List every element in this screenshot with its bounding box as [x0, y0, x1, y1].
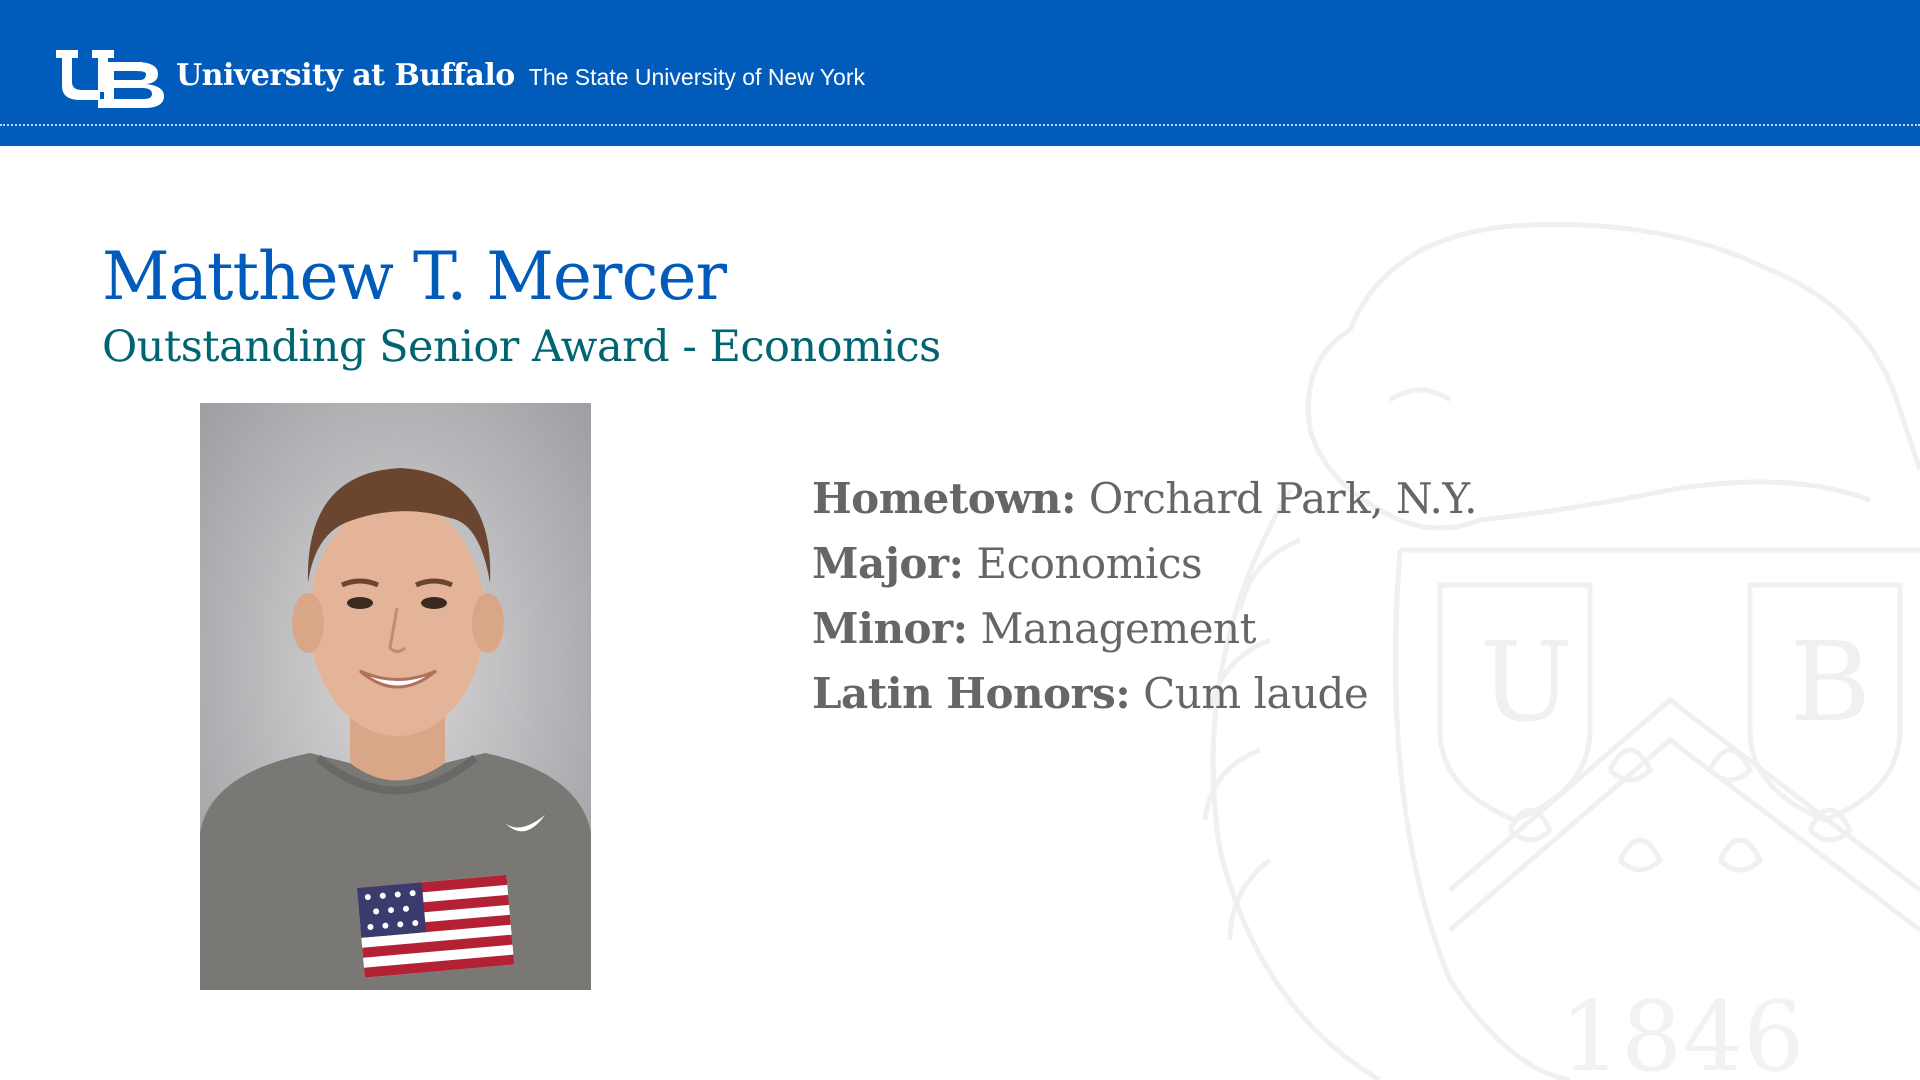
brand-wordmark: [176, 58, 865, 98]
honoree-name: Matthew T. Mercer: [102, 238, 727, 315]
honoree-details: [812, 474, 1572, 734]
ub-logo-icon: [56, 50, 168, 108]
detail-latin-honors: [812, 669, 1572, 734]
university-subtitle: The State University of New York: [528, 64, 865, 90]
portrait-photo: [200, 403, 591, 990]
detail-major: [812, 539, 1572, 604]
seal-year: 1846: [1560, 981, 1805, 1080]
header-dotted-rule: [0, 124, 1920, 126]
detail-label: Minor:: [812, 604, 968, 653]
detail-value: Cum laude: [1143, 669, 1369, 718]
detail-label: Latin Honors:: [812, 669, 1131, 718]
detail-value: Economics: [976, 539, 1203, 588]
detail-value: Orchard Park, N.Y.: [1088, 474, 1477, 523]
award-title: Outstanding Senior Award - Economics: [102, 322, 941, 372]
header-bar: [0, 0, 1920, 146]
svg-text:B: B: [1790, 618, 1871, 746]
detail-label: Major:: [812, 539, 964, 588]
detail-label: Hometown:: [812, 474, 1076, 523]
svg-text:U: U: [1480, 618, 1573, 746]
detail-value: Management: [980, 604, 1256, 653]
detail-minor: [812, 604, 1572, 669]
detail-hometown: [812, 474, 1572, 539]
university-name: University at Buffalo: [176, 58, 515, 93]
